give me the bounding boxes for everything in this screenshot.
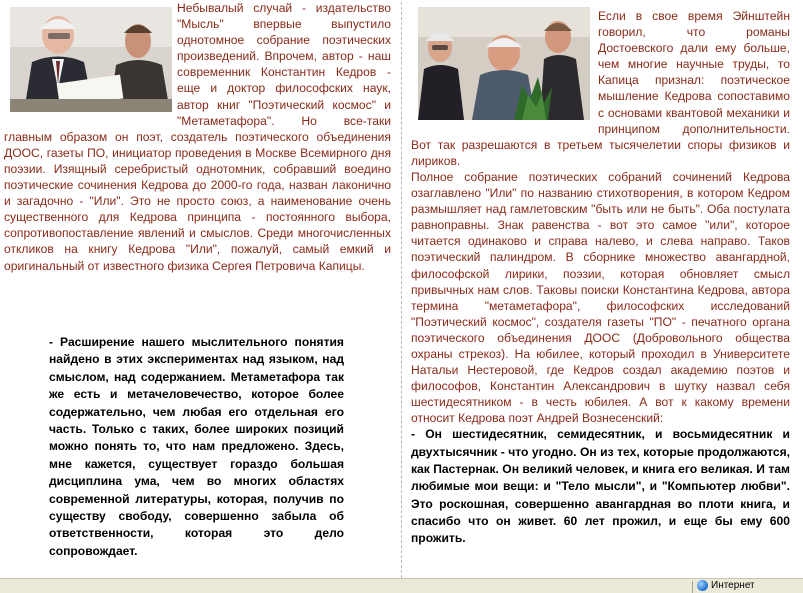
browser-status-bar <box>0 578 803 593</box>
zone-label: Интернет <box>711 580 755 592</box>
security-zone[interactable] <box>697 580 755 591</box>
right-paragraph-2: Полное собрание поэтических собраний сочинений Кедрова озаглавлено "Или" по названию стихотворения, в котором Кедром размышляет над гамлетовским "быть или не быть". Оба постулата равноправны. Знак равенства - вот это самое "или", которое читается одинаково и справа налево, и слева направо. Таков поэтический палиндром. В сборнике множество авангардной, философской лирики, поэзии, которая обновляет смысл привычных нам слов. Таковы поиски Константина Кедрова, автора термина "метаметафора", философских исследований "Поэтический космос", создателя газеты "ПО" - печатного органа поэтического объединения ДООС (Добровольного общества охраны стрекоз). На юбилее, который проходил в Университете Натальи Нестеровой, где Кедров создал академию поэтов и философов, Константин Александрович в шутку назвал себя шестидесятником - в честь юбилея. А вот к какому времени относит Кедрова поэт Андрей Вознесенский: <box>411 169 790 426</box>
globe-icon <box>697 580 708 591</box>
photo-image <box>10 7 172 112</box>
photo-three-men <box>418 7 590 120</box>
status-separator <box>692 581 693 593</box>
voznesensky-quote: - Он шестидесятник, семидесятник, и восьмидесятник и двухтысячник - что угодно. Он из тех, которые продолжаются, как Пастернак. Он великий человек, и книга его великая. И там любимые мои вещи: и "Тело мысли", и "Компьютер любви". Это роскошная, совершенно авангардная во плоти книга, и спасибо что он живет. 60 лет прожил, и еще бы ему 600 прожить. <box>411 427 790 546</box>
left-paragraph: Небывалый случай - издательство "Мысль" впервые выпустило однотомное собрание поэтических произведений. Впрочем, автор - наш современник Константин Кедров - еще и доктор философских наук, автор книг "Поэтический космос" и "Метаметафора". Но все-таки главным образом он поэт, создатель поэтического объединения ДООС, газеты ПО, инициатор проведения в Москве Всемирного дня поэзии. Изящный серебристый однотомник, собравший воедино поэтические сочинения Кедрова до 2000-го года, назван лаконично и загадочно - "Или". Это не просто союз, а наименование очень существенного для Кедрова принципа - постоянного выбора, сопротивопоставление явлений и смыслов. Среди многочисленных откликов на книгу Кедрова "Или", пожалуй, самый емкий и оригинальный от известного физика Сергея Петровича Капицы. <box>4 1 391 273</box>
right-paragraph-1: Если в свое время Эйнштейн говорил, что романы Достоевского дали ему больше, чем многие научные труды, то Капица признал: поэтическое мышление Кедрова сопоставимо с основами квантовой механики и принципом дополнительности. Вот так разрешаются в третьем тысячелетии споры физиков и лириков. <box>411 9 790 168</box>
kapitsa-quote: - Расширение нашего мыслительного понятия найдено в этих экспериментах над языком, над смыслом, над содержанием. Метаметафора так же есть и метачеловечество, которое более содержательно, чем любая его отдельная его часть. Только с таких, более широких позиций можно понять то, что нам предложено. Здесь, мне кажется, существует гораздо большая дисциплина ума, чем во многих областях современной литературы, которая, получив по существу свободу, совершенно забыла об ответственности, которая это дело сопровождает. <box>49 335 344 558</box>
column-divider <box>401 2 402 578</box>
photo-two-men <box>10 7 172 112</box>
right-column <box>411 0 790 548</box>
left-column <box>4 0 391 274</box>
photo-image <box>418 7 590 120</box>
